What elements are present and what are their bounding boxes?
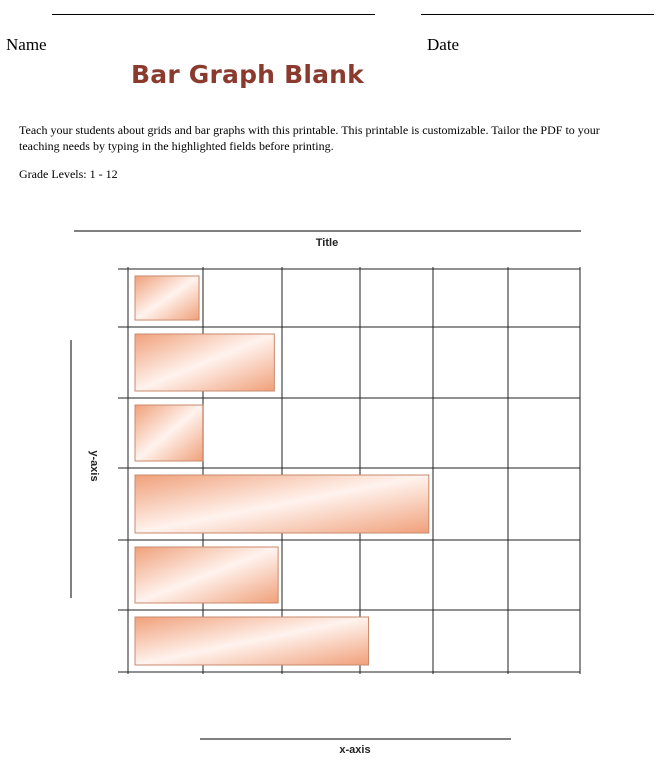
bar-3[interactable]: [135, 405, 203, 461]
bar-1[interactable]: [135, 276, 199, 320]
x-axis-label: x-axis: [339, 744, 371, 756]
date-label: Date: [427, 35, 460, 54]
bar-5[interactable]: [135, 547, 278, 603]
bar-4[interactable]: [135, 475, 429, 533]
description-text: Teach your students about grids and bar graphs with this printable. This printable is customizable. Tailor the PDF to your teaching needs by typing in the highlighted fields before printing.: [19, 123, 600, 153]
bar-2[interactable]: [135, 334, 274, 391]
y-axis-label: y-axis: [88, 450, 100, 482]
page-title: Bar Graph Blank: [131, 60, 364, 89]
grade-levels-text: Grade Levels: 1 - 12: [19, 167, 118, 181]
chart-grid: [118, 267, 580, 674]
chart-title: Title: [315, 237, 339, 249]
name-label: Name: [6, 35, 47, 54]
bar-6[interactable]: [135, 617, 369, 665]
